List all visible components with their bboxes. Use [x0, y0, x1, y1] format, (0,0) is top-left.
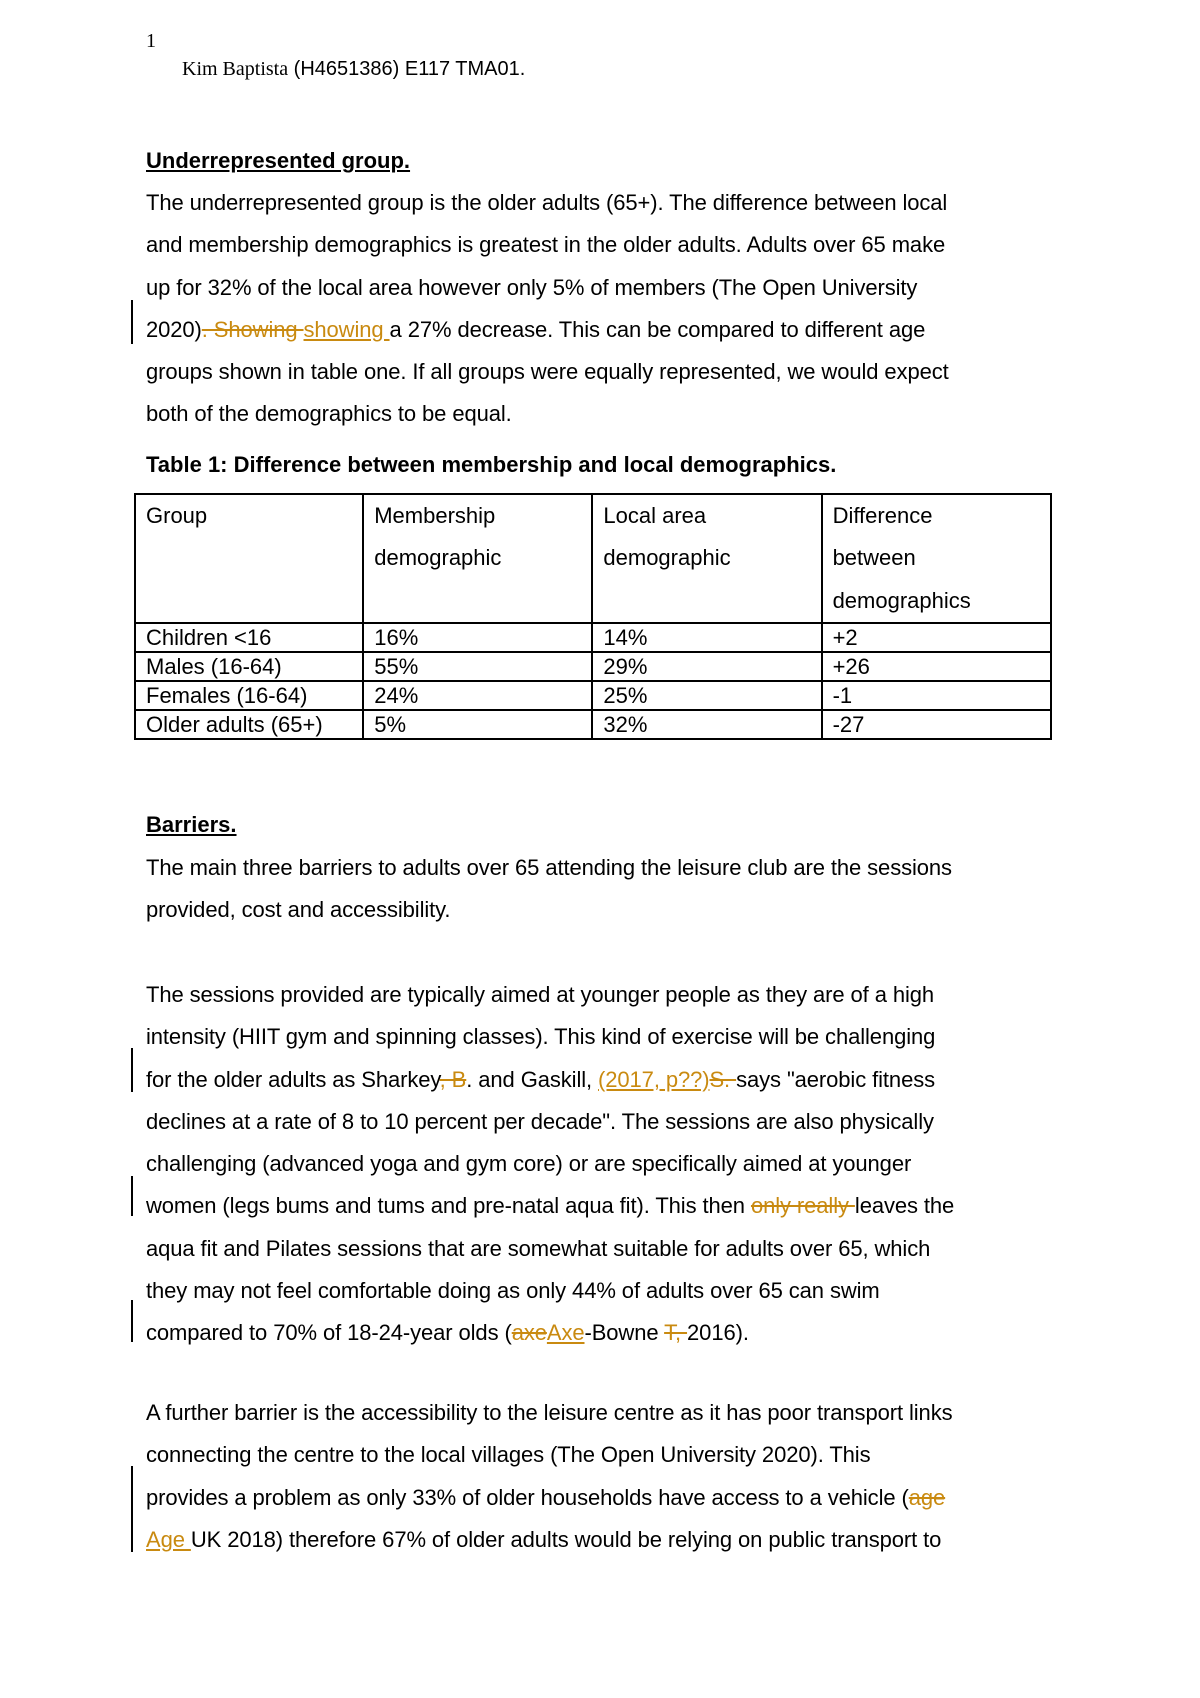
text-line — [146, 1312, 1066, 1354]
tracked-insertion[interactable]: (2017, p??) — [598, 1066, 710, 1092]
table-cell: +26 — [822, 652, 1051, 681]
text-line: The main three barriers to adults over 65 attending the leisure club are the sessions — [146, 855, 952, 880]
header-text: between — [832, 545, 916, 571]
text-run: says "aerobic fitness — [736, 1066, 936, 1092]
author-name: Kim Baptista — [182, 58, 289, 80]
table-cell: Males (16-64) — [135, 652, 363, 681]
table-cell: 5% — [363, 710, 592, 739]
text-run: . and Gaskill, — [466, 1066, 599, 1092]
text-line: and membership demographics is greatest in the older adults. Adults over 65 make — [146, 232, 946, 258]
text-line: up for 32% of the local area however only 5% of members (The Open University — [146, 274, 918, 300]
tracked-insertion[interactable]: Age — [146, 1526, 191, 1552]
tracked-deletion[interactable]: . Showing — [201, 316, 304, 342]
paragraph-accessibility — [146, 1392, 1066, 1561]
text-line: The underrepresented group is the older adults (65+). The difference between local — [146, 190, 948, 215]
header-cell-local — [592, 494, 821, 623]
change-bar — [131, 1048, 133, 1092]
text-run: provides a problem as only 33% of older households have access to a vehicle ( — [146, 1484, 909, 1510]
section-heading-underrepresented: Underrepresented group. — [146, 148, 411, 173]
paragraph-sessions — [146, 974, 1066, 1355]
change-bar — [131, 1176, 133, 1216]
demographics-table — [134, 493, 1052, 740]
header-cell-difference — [822, 494, 1051, 623]
table-cell: 32% — [592, 710, 821, 739]
text-line: aqua fit and Pilates sessions that are somewhat suitable for adults over 65, which — [146, 1235, 931, 1261]
table-cell: Females (16-64) — [135, 681, 363, 710]
text-line: provided, cost and accessibility. — [146, 897, 451, 923]
header-cell-group — [135, 494, 363, 623]
text-line: challenging (advanced yoga and gym core) or are specifically aimed at younger — [146, 1151, 912, 1177]
change-bar — [131, 1300, 133, 1342]
tracked-insertion[interactable]: Axe — [546, 1320, 585, 1346]
text-run: 2020) — [146, 316, 202, 342]
text-line — [146, 309, 1066, 351]
text-line — [146, 1519, 1066, 1561]
text-line: declines at a rate of 8 to 10 percent per decade". The sessions are also physically — [146, 1108, 934, 1134]
paragraph-barriers-intro — [146, 847, 1066, 932]
tracked-insertion[interactable]: showing — [303, 316, 390, 342]
header-text: demographic — [603, 545, 731, 571]
text-line — [146, 1477, 1066, 1519]
tracked-deletion[interactable]: age — [908, 1484, 946, 1510]
page-number: 1 — [146, 30, 156, 52]
text-line — [146, 1059, 1066, 1101]
tracked-deletion[interactable]: S. — [709, 1066, 737, 1092]
table-cell: 24% — [363, 681, 592, 710]
table-cell: -1 — [822, 681, 1051, 710]
text-line: The sessions provided are typically aimed at younger people as they are of a high — [146, 982, 935, 1007]
document-header — [182, 58, 525, 81]
text-run: women (legs bums and tums and pre-natal aqua fit). This then — [146, 1193, 751, 1219]
table-cell: Children <16 — [135, 623, 363, 652]
text-line: they may not feel comfortable doing as only 44% of adults over 65 can swim — [146, 1278, 880, 1304]
header-text: demographics — [832, 587, 971, 613]
header-text: demographic — [374, 545, 502, 571]
change-bar — [131, 300, 133, 344]
text-run: a 27% decrease. This can be compared to different age — [389, 316, 926, 342]
header-cell-membership — [363, 494, 592, 623]
text-run: 2016). — [687, 1320, 749, 1346]
text-line: connecting the centre to the local villages (The Open University 2020). This — [146, 1442, 871, 1468]
header-info: (H4651386) E117 TMA01. — [288, 58, 526, 80]
text-run: for the older adults as Sharkey — [146, 1066, 440, 1092]
table-cell: +2 — [822, 623, 1051, 652]
text-run: compared to 70% of 18-24-year olds ( — [146, 1320, 512, 1346]
text-run: UK 2018) therefore 67% of older adults would be relying on public transport to — [190, 1526, 942, 1552]
text-run: -Bowne — [584, 1320, 665, 1346]
tracked-deletion[interactable]: , B — [439, 1066, 467, 1092]
change-bar — [131, 1466, 133, 1552]
text-line: A further barrier is the accessibility to the leisure centre as it has poor transport links — [146, 1400, 953, 1425]
tracked-deletion[interactable]: only really — [750, 1193, 855, 1219]
table-cell: 29% — [592, 652, 821, 681]
table-cell: 14% — [592, 623, 821, 652]
text-line: groups shown in table one. If all groups were equally represented, we would expect — [146, 359, 949, 385]
table-cell: 55% — [363, 652, 592, 681]
table-cell: -27 — [822, 710, 1051, 739]
text-line: intensity (HIIT gym and spinning classes). This kind of exercise will be challenging — [146, 1024, 936, 1050]
table-row — [135, 652, 1051, 681]
tracked-deletion[interactable]: T, — [664, 1320, 688, 1346]
table-caption: Table 1: Difference between membership and local demographics. — [146, 452, 837, 477]
paragraph-underrepresented — [146, 182, 1066, 436]
table-cell: 25% — [592, 681, 821, 710]
header-text: Group — [146, 503, 208, 528]
section-heading-barriers: Barriers. — [146, 812, 237, 837]
table-cell: Older adults (65+) — [135, 710, 363, 739]
header-text: Local area — [603, 503, 707, 528]
text-run: leaves the — [854, 1193, 955, 1219]
text-line: both of the demographics to be equal. — [146, 401, 512, 427]
text-line — [146, 1185, 1066, 1227]
table-row — [135, 623, 1051, 652]
header-text: Membership — [374, 503, 496, 528]
tracked-deletion[interactable]: axe — [511, 1320, 547, 1346]
table-header-row — [135, 494, 1051, 623]
header-text: Difference — [832, 503, 933, 528]
table-row — [135, 710, 1051, 739]
table-cell: 16% — [363, 623, 592, 652]
table-row — [135, 681, 1051, 710]
